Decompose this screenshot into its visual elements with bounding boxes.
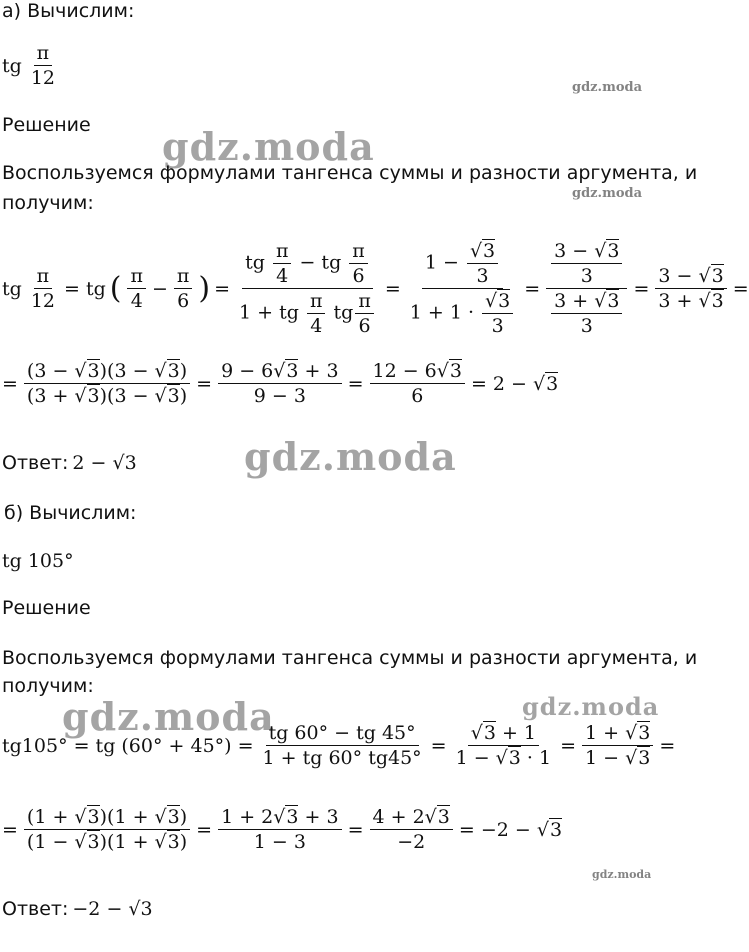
answer-value: 2 − √3: [72, 452, 137, 474]
part-b-expression: tg 105°: [2, 550, 74, 572]
part-a-solution-label: Решение: [2, 114, 91, 136]
part-b-solution-label: Решение: [2, 597, 91, 619]
part-a-heading: а) Вычислим:: [2, 0, 135, 22]
part-b-heading: б) Вычислим:: [4, 502, 137, 524]
pi-over-12: $\frac{\pi}{12}$: [30, 42, 55, 89]
answer-label: Ответ:: [2, 898, 69, 920]
part-a-expression: [2, 42, 60, 89]
watermark-large: gdz.moda: [62, 694, 275, 739]
part-b-intro-line1: Воспользуемся формулами тангенса суммы и разности аргумента, и: [2, 647, 698, 669]
part-b-equation-line1: tg105° = tg (60° + 45°) = $\frac{tg 60^\circ - tg 45^\circ}{1 + tg 60^\circ tg45^\circ}$ = $\frac{√3 + 1}{1 - √3 \cdot 1}$ = $\frac{1 + √3}{1 - √3}$ =: [2, 722, 676, 769]
tg-label: tg: [2, 54, 22, 77]
part-a-equation-line2: = $\frac{(3 - √3)(3 - √3)}{(3 + √3)(3 - √3)}$ = $\frac{9 - 6√3 + 3}{9 - 3}$ = $\frac{12 - 6√3}{6}$ = 2 − √3: [2, 360, 559, 407]
part-b-equation-line2: = $\frac{(1 + √3)(1 + √3)}{(1 - √3)(1 + √3)}$ = $\frac{1 + 2√3 + 3}{1 - 3}$ = $\frac{4 + 2√3}{-2}$ = −2 − √3: [2, 806, 563, 853]
watermark-small: gdz.moda: [572, 80, 643, 95]
part-a-intro-line2: получим:: [2, 192, 94, 214]
part-b-intro-line2: получим:: [2, 675, 94, 697]
watermark-medium: gdz.moda: [522, 692, 660, 721]
watermark-large: gdz.moda: [244, 434, 457, 479]
answer-label: Ответ:: [2, 452, 69, 474]
answer-value: −2 − √3: [72, 898, 153, 920]
watermark-small: gdz.moda: [592, 868, 652, 881]
watermark-small: gdz.moda: [572, 186, 643, 201]
part-a-answer: [2, 452, 137, 474]
part-a-equation-line1: tg $\frac{\pi}{12}$ = tg ( $\frac{\pi}{4}$ − $\frac{\pi}{6}$ ) = tg $\frac{\pi}{4}$ − tg $\frac{\pi}{6}$ 1 + tg $\frac{\pi}{4}$ tg $\frac{\pi}{6}$ = 1 − $\frac{√3}{3}$ 1 + 1 · $\frac{√3}{3}$ = $\frac{\frac{3 - √3}{3}}{\frac{3 + √3}{3}}$ = $\frac{3 - √3}{3 + √3}$ =: [2, 240, 749, 337]
part-a-intro-line1: Воспользуемся формулами тангенса суммы и разности аргумента, и: [2, 162, 698, 184]
watermark-large: gdz.moda: [162, 124, 375, 169]
part-b-answer: [2, 898, 153, 920]
